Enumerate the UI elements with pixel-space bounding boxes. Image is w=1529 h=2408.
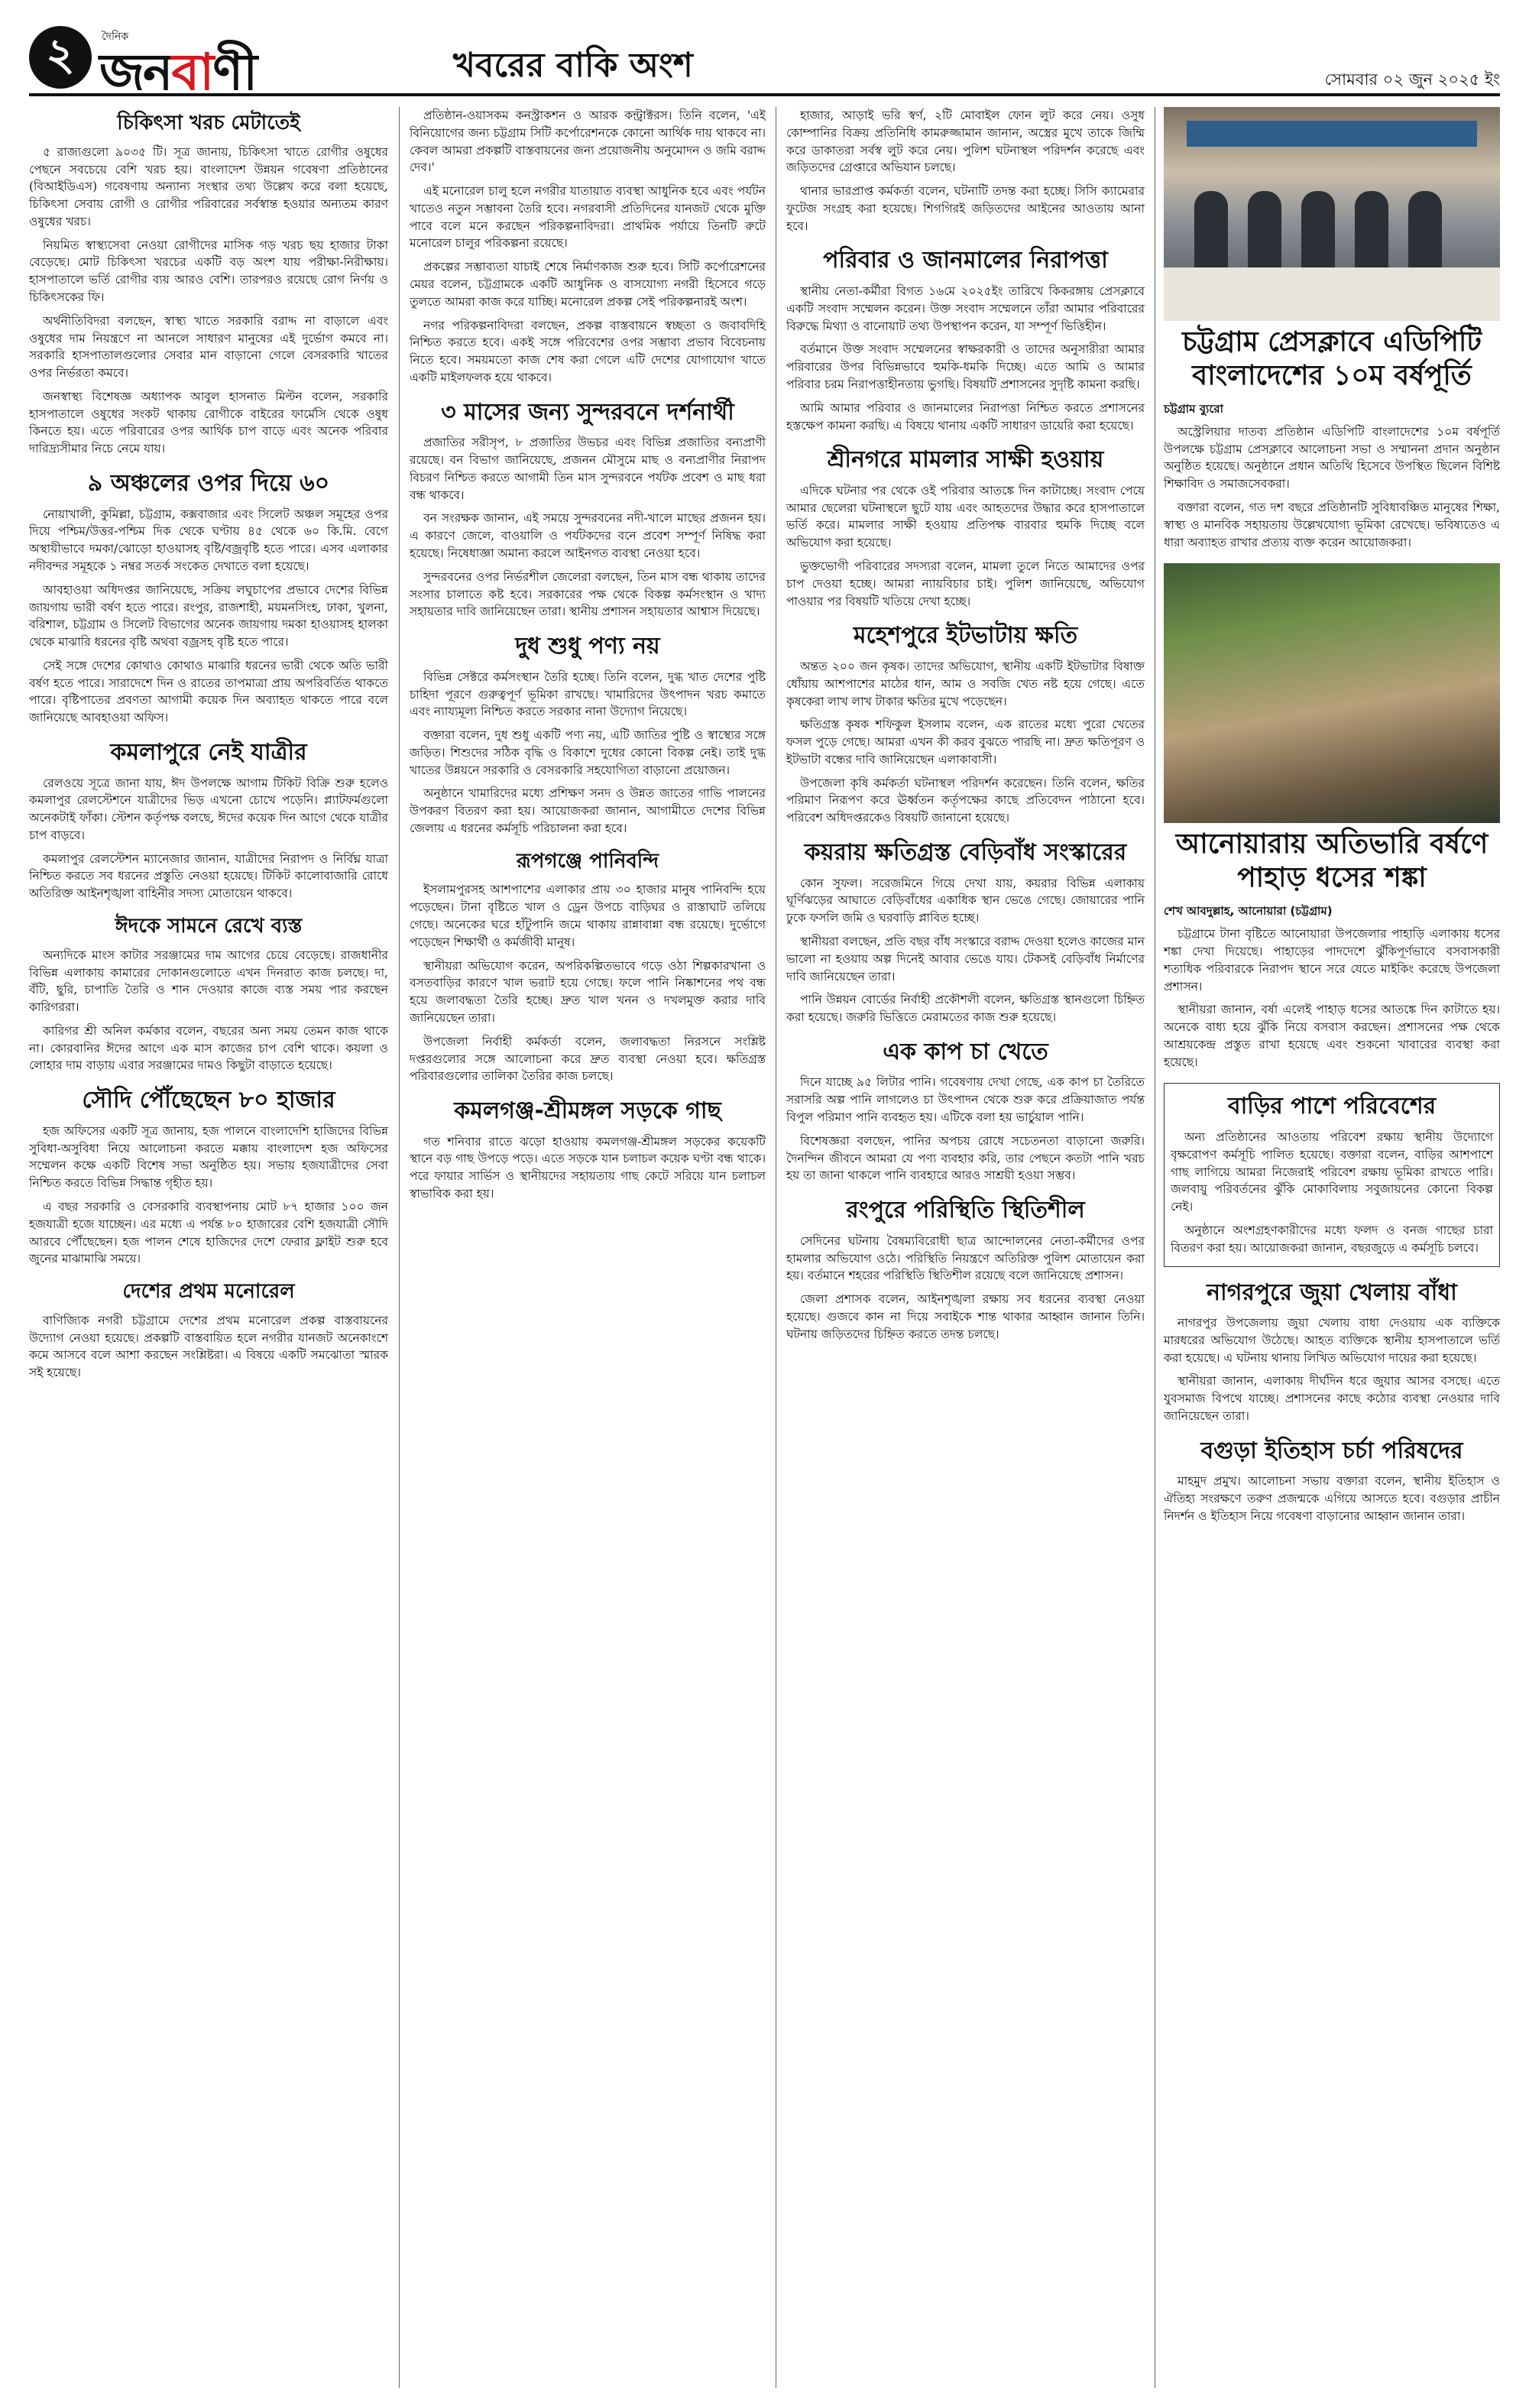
headline: মহেশপুরে ইটভাটায় ক্ষতি bbox=[853, 622, 1078, 650]
paragraph: অর্থনীতিবিদরা বলছেন, স্বাস্থ্য খাতে সরকারি বরাদ্দ না বাড়ালে এবং ওষুধের দাম নিয়ন্ত্রণে না আনলে সাধারণ মানুষের এই দুর্ভোগ কমবে না। সরকারি হাসপাতালগুলোর সেবার মান বাড়ানো গেলে বেসরকারি খাতের ওপর নির্ভরতা কমবে। bbox=[29, 313, 388, 381]
headline: বাড়ির পাশে পরিবেশের bbox=[1227, 1093, 1437, 1120]
article-nagarpur bbox=[1164, 1279, 1500, 1425]
paragraph: সুন্দরবনের ওপর নির্ভরশীল জেলেরা বলছেন, তিন মাস বন্ধ থাকায় তাদের সংসার চালাতে কষ্ট হবে। সরকারের পক্ষ থেকে বিকল্প কর্মসংস্থান ও খাদ্য সহায়তার দাবি জানিয়েছেন তারা। স্থানীয় প্রশাসন সহায়তার আশ্বাস দিয়েছে। bbox=[410, 569, 766, 619]
byline: চট্টগ্রাম ব্যুরো bbox=[1164, 401, 1224, 416]
headline: ঈদকে সামনে রেখে ব্যস্ত bbox=[115, 915, 303, 938]
paragraph: পানি উন্নয়ন বোর্ডের নির্বাহী প্রকৌশলী বলেন, ক্ষতিগ্রস্ত স্থানগুলো চিহ্নিত করা হয়েছে। জরুরি ভিত্তিতে মেরামতের কাজ শুরু হয়েছে। bbox=[786, 993, 1145, 1025]
paragraph: অনুষ্ঠানে অংশগ্রহণকারীদের মধ্যে ফলদ ও বনজ গাছের চারা বিতরণ করা হয়। আয়োজকরা জানান, বছরজুড়ে এ কর্মসূচি চলবে। bbox=[1171, 1223, 1493, 1255]
article-tea bbox=[786, 1039, 1145, 1185]
headline: ৩ মাসের জন্য সুন্দরবনে দর্শনার্থী bbox=[441, 398, 734, 426]
paragraph: আবহাওয়া অধিদপ্তর জানিয়েছে, সক্রিয় লঘুচাপের প্রভাবে দেশের বিভিন্ন জায়গায় ভারী বর্ষণ হতে পারে। রংপুর, রাজশাহী, ময়মনসিংহ, ঢাকা, খুলনা, বরিশাল, চট্টগ্রাম ও সিলেট বিভাগের অনেক জায়গায় দমকা হাওয়াসহ হালকা থেকে মাঝারি ধরনের বৃষ্টি অথবা বজ্রসহ বৃষ্টি হতে পারে। bbox=[29, 582, 388, 650]
paragraph: উপজেলা কৃষি কর্মকর্তা ঘটনাস্থল পরিদর্শন করেছেন। তিনি বলেন, ক্ষতির পরিমাণ নিরূপণ করে ঊর্ধ্বতন কর্তৃপক্ষের কাছে প্রতিবেদন পাঠানো হবে। পরিবেশ অধিদপ্তরকেও বিষয়টি জানানো হয়েছে। bbox=[786, 776, 1145, 825]
section-title: খবরের বাকি অংশ bbox=[453, 46, 693, 85]
headline: দুধ শুধু পণ্য নয় bbox=[515, 633, 660, 660]
paragraph: অন্য প্রতিষ্ঠানের আওতায় পরিবেশ রক্ষায় স্থানীয় উদ্যোগে বৃক্ষরোপণ কর্মসূচি পালিত হয়েছে। বক্তারা বলেন, বাড়ির আশপাশে গাছ লাগিয়ে আমরা নিজেরাই পরিবেশ রক্ষায় ভূমিকা রাখতে পারি। জলবায়ু পরিবর্তনের ঝুঁকি মোকাবিলায় সবুজায়নের কোনো বিকল্প নেই। bbox=[1171, 1130, 1493, 1214]
photo-person bbox=[1355, 191, 1388, 275]
headline: চট্টগ্রাম প্রেসক্লাবে এডিপিটি বাংলাদেশের ১০ম বর্ষপূর্তি bbox=[1182, 326, 1482, 391]
paragraph: নোয়াখালী, কুমিল্লা, চট্টগ্রাম, কক্সবাজার এবং সিলেট অঞ্চল সমূহের ওপর দিয়ে পশ্চিম/উত্তর-পশ্চিম দিক থেকে ঘণ্টায় ৪৫ থেকে ৬০ কি.মি. বেগে অস্থায়ীভাবে দমকা/ঝোড়ো হাওয়াসহ বৃষ্টি/বজ্রবৃষ্টি হতে পারে। এসব এলাকার নদীবন্দর সমূহকে ১ নম্বর সতর্ক সংকেত দেখাতে বলা হয়েছে। bbox=[29, 507, 388, 573]
article-environment bbox=[1164, 1083, 1500, 1266]
paragraph: হজ অফিসের একটি সূত্র জানায়, হজ পালনে বাংলাদেশি হাজিদের বিভিন্ন সুবিধা-অসুবিধা নিয়ে আলোচনা করতে মক্কায় বাংলাদেশ হজ অফিসের সম্মেলন কক্ষে একটি বিশেষ সভা অনুষ্ঠিত হয়। সভায় হজযাত্রীদের সেবা নিশ্চিত করতে বিভিন্ন সিদ্ধান্ত গৃহীত হয়। bbox=[29, 1123, 388, 1191]
article-sreenagar bbox=[786, 446, 1145, 610]
column-4 bbox=[1164, 107, 1500, 1538]
column-3 bbox=[786, 107, 1145, 1355]
article-milk bbox=[410, 633, 766, 838]
paragraph: উপজেলা নির্বাহী কর্মকর্তা বলেন, জলাবদ্ধতা নিরসনে সংশ্লিষ্ট দপ্তরগুলোর সঙ্গে আলোচনা করে দ্রুত ব্যবস্থা নেওয়া হবে। ক্ষতিগ্রস্ত পরিবারগুলোর তালিকা তৈরির কাজ চলছে। bbox=[410, 1034, 766, 1084]
photo-banner bbox=[1187, 121, 1477, 147]
paragraph: বাণিজ্যিক নগরী চট্টগ্রামে দেশের প্রথম মনোরেল প্রকল্প বাস্তবায়নের উদ্যোগ নেওয়া হয়েছে। প্রকল্পটি বাস্তবায়িত হলে নগরীর যানজট অনেকাংশে কমে আসবে বলে আশা করছেন সংশ্লিষ্টরা। এ বিষয়ে একটি সমঝোতা স্মারক সই হয়েছে। bbox=[29, 1313, 388, 1380]
article-family-security bbox=[786, 247, 1145, 434]
page-number: ২ bbox=[29, 26, 92, 89]
paragraph: স্থানীয়রা বলছেন, প্রতি বছর বাঁধ সংস্কারে বরাদ্দ দেওয়া হলেও কাজের মান ভালো না হওয়ায় অল্প দিনেই আবার ভেঙে যায়। টেকসই বেড়িবাঁধ নির্মাণের দাবি জানিয়েছেন তারা। bbox=[786, 934, 1145, 984]
article-press-club bbox=[1164, 107, 1500, 551]
article-monorail-cont bbox=[410, 107, 766, 387]
logo-part-1: জন bbox=[99, 43, 172, 102]
article-rupganj bbox=[410, 850, 766, 1085]
article-sundarbans bbox=[410, 399, 766, 621]
paragraph: বর্তমানে উক্ত সংবাদ সম্মেলনের স্বাক্ষরকারী ও তাদের অনুসারীরা আমার পরিবারের উপর বিভিন্নভাবে হুমকি-ধমকি দিচ্ছে। এতে আমি ও আমার পরিবার চরম নিরাপত্তাহীনতায় ভুগছি। বিষয়টি প্রশাসনের সুদৃষ্টি কামনা করছি। bbox=[786, 342, 1145, 391]
column-divider bbox=[399, 107, 400, 2388]
headline: চিকিৎসা খরচ মেটাতেই bbox=[117, 112, 300, 134]
paragraph: অন্তত ২০০ জন কৃষক। তাদের অভিযোগ, স্থানীয় একটি ইটভাটার বিষাক্ত ধোঁয়ায় আশপাশের মাঠের ধান, আম ও সবজি খেত নষ্ট হয়ে গেছে। এতে কৃষকেরা লাখ লাখ টাকার ক্ষতির মুখে পড়েছেন। bbox=[786, 659, 1145, 708]
landslide-photo bbox=[1164, 563, 1500, 823]
photo-person bbox=[1301, 191, 1335, 275]
headline: নাগরপুরে জুয়া খেলায় বাঁধা bbox=[1207, 1279, 1457, 1306]
column-2 bbox=[410, 107, 766, 1215]
headline: দেশের প্রথম মনোরেল bbox=[122, 1280, 295, 1304]
paragraph: গত শনিবার রাতে ঝড়ো হাওয়ায় কমলগঞ্জ-শ্রীমঙ্গল সড়কের কয়েকটি স্থানে বড় গাছ উপড়ে পড়ে। এতে সড়কে যান চলাচল কয়েক ঘণ্টা বন্ধ থাকে। পরে ফায়ার সার্ভিস ও স্থানীয়দের সহায়তায় গাছ কেটে সরিয়ে যান চলাচল স্বাভাবিক করা হয়। bbox=[410, 1134, 766, 1201]
paragraph: অস্ট্রেলিয়ার দাতব্য প্রতিষ্ঠান এডিপিটি বাংলাদেশের ১০ম বর্ষপূর্তি উপলক্ষে চট্টগ্রাম প্রেসক্লাবে আলোচনা সভা ও সম্মাননা প্রদান অনুষ্ঠান অনুষ্ঠিত হয়েছে। অনুষ্ঠানে প্রধান অতিথি হিসেবে উপস্থিত ছিলেন বিশিষ্ট শিক্ষাবিদ ও সমাজসেবকরা। bbox=[1164, 424, 1500, 491]
article-maheshpur bbox=[786, 622, 1145, 827]
paragraph: আমি আমার পরিবার ও জানমালের নিরাপত্তা নিশ্চিত করতে প্রশাসনের হস্তক্ষেপ কামনা করছি। এ বিষয়ে থানায় একটি সাধারণ ডায়েরি করা হয়েছে। bbox=[786, 400, 1145, 433]
paragraph: থানার ভারপ্রাপ্ত কর্মকর্তা বলেন, ঘটনাটি তদন্ত করা হচ্ছে। সিসি ক্যামেরার ফুটেজ সংগ্রহ করা হয়েছে। শিগগিরই জড়িতদের আইনের আওতায় আনা হবে। bbox=[786, 184, 1145, 233]
photo-person bbox=[1408, 191, 1442, 275]
article-hajj bbox=[29, 1087, 388, 1268]
paragraph: রেলওয়ে সূত্রে জানা যায়, ঈদ উপলক্ষে আগাম টিকিট বিক্রি শুরু হলেও কমলাপুর রেলস্টেশনে যাত্রীদের ভিড় এখনো চোখে পড়েনি। প্ল্যাটফর্মগুলো অনেকটাই ফাঁকা। স্টেশন কর্তৃপক্ষ বলছে, ঈদের কয়েক দিন আগে থেকে যাত্রীর চাপ বাড়বে। bbox=[29, 776, 388, 842]
paragraph: প্রজাতির সরীসৃপ, ৮ প্রজাতির উভচর এবং বিভিন্ন প্রজাতির বন্যপ্রাণী রয়েছে। বন বিভাগ জানিয়েছে, প্রজনন মৌসুমে মাছ ও বন্যপ্রাণীর নিরাপদ বিচরণ নিশ্চিত করতে আগামী তিন মাস সুন্দরবনে পর্যটক প্রবেশ ও মাছ ধরা বন্ধ থাকবে। bbox=[410, 436, 766, 502]
headline: আনোয়ারায় অতিভারি বর্ষণে পাহাড় ধসের শঙ্কা bbox=[1175, 828, 1489, 894]
paragraph: বন সংরক্ষক জানান, এই সময়ে সুন্দরবনের নদী-খালে মাছের প্রজনন হয়। এ কারণে জেলে, বাওয়ালি ও পর্যটকদের বনে প্রবেশ সম্পূর্ণ নিষিদ্ধ করা হয়েছে। নিষেধাজ্ঞা অমান্য করলে আইনগত ব্যবস্থা নেওয়া হবে। bbox=[410, 511, 766, 560]
article-eid-busy bbox=[29, 915, 388, 1074]
paragraph: এদিকে ঘটনার পর থেকে ওই পরিবার আতঙ্কে দিন কাটাচ্ছে। সংবাদ পেয়ে আমার ছেলেরা ঘটনাস্থলে ছুটে যায় এবং আহতদের উদ্ধার করে হাসপাতালে ভর্তি করে। মামলার সাক্ষী হওয়ায় প্রতিপক্ষ বারবার হুমকি দিচ্ছে বলে অভিযোগ করা হয়েছে। bbox=[786, 483, 1145, 550]
paragraph: অনুষ্ঠানে খামারিদের মধ্যে প্রশিক্ষণ সনদ ও উন্নত জাতের গাভি পালনের উপকরণ বিতরণ করা হয়। আয়োজকরা জানান, আগামীতে দেশের বিভিন্ন জেলায় এ ধরনের কর্মসূচি পরিচালনা করা হবে। bbox=[410, 786, 766, 835]
headline: কমলাপুরে নেই যাত্রীর bbox=[110, 738, 307, 766]
logo-prefix: দৈনিক bbox=[102, 31, 129, 43]
article-kamalapur bbox=[29, 739, 388, 903]
press-conference-photo bbox=[1164, 107, 1500, 321]
paragraph: কারিগর শ্রী অনিল কর্মকার বলেন, বছরের অন্য সময় তেমন কাজ থাকে না। কোরবানির ঈদের আগে এক মাস কাজের চাপ বেশি থাকে। কয়লা ও লোহার দাম বাড়ায় এবার সরঞ্জামের দামও কিছুটা বাড়াতে হয়েছে। bbox=[29, 1023, 388, 1073]
paragraph: ক্ষতিগ্রস্ত কৃষক শফিকুল ইসলাম বলেন, এক রাতের মধ্যে পুরো খেতের ফসল পুড়ে গেছে। আমরা এখন কী করব বুঝতে পারছি না। দ্রুত ক্ষতিপূরণ ও ইটভাটা বন্ধের দাবি জানিয়েছেন এলাকাবাসী। bbox=[786, 718, 1145, 766]
paragraph: সেই সঙ্গে দেশের কোথাও কোথাও মাঝারি ধরনের ভারী থেকে অতি ভারী বর্ষণ হতে পারে। সারাদেশে দিন ও রাতের তাপমাত্রা প্রায় অপরিবর্তিত থাকতে পারে। বৃষ্টিপাতের প্রবণতা আগামী কয়েক দিন অব্যাহত থাকতে পারে বলে জানিয়েছে আবহাওয়া অফিস। bbox=[29, 658, 388, 725]
paragraph: জেলা প্রশাসক বলেন, আইনশৃঙ্খলা রক্ষায় সব ধরনের ব্যবস্থা নেওয়া হয়েছে। গুজবে কান না দিয়ে সবাইকে শান্ত থাকার আহ্বান জানান তিনি। ঘটনায় জড়িতদের চিহ্নিত করতে তদন্ত চলছে। bbox=[786, 1292, 1145, 1341]
photo-table bbox=[1164, 267, 1500, 321]
paragraph: নিয়মিত স্বাস্থ্যসেবা নেওয়া রোগীদের মাসিক গড় খরচ ছয় হাজার টাকা বেড়েছে। মোট চিকিৎসা খরচের একটি বড় অংশ যায় পরীক্ষা-নিরীক্ষায়। হাসপাতালে ভর্তি রোগীর ব্যয় আরও বেশি। তারপরও রয়েছে রোগ নির্ণয় ও চিকিৎসকের ফি। bbox=[29, 238, 389, 304]
article-weather bbox=[29, 470, 388, 727]
headline: রংপুরে পরিস্থিতি স্থিতিশীল bbox=[846, 1197, 1085, 1224]
article-koyra bbox=[786, 839, 1145, 1026]
headline: এক কাপ চা খেতে bbox=[883, 1038, 1048, 1065]
paragraph: মাহমুদ প্রমুখ। আলোচনা সভায় বক্তারা বলেন, স্থানীয় ইতিহাস ও ঐতিহ্য সংরক্ষণে তরুণ প্রজন্মকে এগিয়ে আসতে হবে। বগুড়ার প্রাচীন নিদর্শন ও ইতিহাস নিয়ে গবেষণা বাড়ানোর আহ্বান জানান তারা। bbox=[1164, 1474, 1500, 1523]
paragraph: সেদিনের ঘটনায় বৈষম্যবিরোধী ছাত্র আন্দোলনের নেতা-কর্মীদের ওপর হামলার অভিযোগ ওঠে। পরিস্থিতি নিয়ন্ত্রণে অতিরিক্ত পুলিশ মোতায়েন করা হয়। বর্তমানে শহরের পরিস্থিতি স্থিতিশীল রয়েছে বলে জানিয়েছে প্রশাসন। bbox=[786, 1233, 1145, 1283]
paragraph: জনস্বাস্থ্য বিশেষজ্ঞ অধ্যাপক আবুল হাসনাত মিল্টন বলেন, সরকারি হাসপাতালে ওষুধের সংকট থাকায় রোগীকে বাইরের ফার্মেসি থেকে ওষুধ কিনতে হয়। এতে পরিবারের ওপর আর্থিক চাপ বাড়ে এবং অনেক পরিবার দারিদ্র্যসীমার নিচে নেমে যায়। bbox=[29, 389, 388, 456]
article-anwara bbox=[1164, 563, 1500, 1071]
paragraph: বিভিন্ন সেক্টরে কর্মসংস্থান তৈরি হচ্ছে। তিনি বলেন, দুগ্ধ খাত দেশের পুষ্টি চাহিদা পূরণে গুরুত্বপূর্ণ ভূমিকা রাখছে। খামারিদের উৎপাদন খরচ কমাতে এবং ন্যায্যমূল্য নিশ্চিত করতে সরকার নানা উদ্যোগ নিয়েছে। bbox=[410, 669, 766, 719]
paragraph: বক্তারা বলেন, গত দশ বছরে প্রতিষ্ঠানটি সুবিধাবঞ্চিত মানুষের শিক্ষা, স্বাস্থ্য ও মানবিক সহায়তায় উল্লেখযোগ্য ভূমিকা রেখেছে। ভবিষ্যতেও এ ধারা অব্যাহত রাখার প্রত্যয় ব্যক্ত করেন আয়োজকরা। bbox=[1164, 500, 1500, 549]
paragraph: বক্তারা বলেন, দুধ শুধু একটি পণ্য নয়, এটি জাতির পুষ্টি ও স্বাস্থ্যের সঙ্গে জড়িত। শিশুদের সঠিক বৃদ্ধি ও বিকাশে দুধের কোনো বিকল্প নেই। তাই দুগ্ধ খাতের উন্নয়নে সরকারি ও বেসরকারি সহযোগিতা বাড়ানো প্রয়োজন। bbox=[410, 728, 766, 777]
article-monorail bbox=[29, 1280, 388, 1382]
headline: বগুড়া ইতিহাস চর্চা পরিষদের bbox=[1200, 1437, 1463, 1464]
photo-person bbox=[1194, 191, 1228, 275]
headline: শ্রীনগরে মামলার সাক্ষী হওয়ায় bbox=[827, 446, 1104, 474]
paragraph: হাজার, আড়াই ভরি স্বর্ণ, ২টি মোবাইল ফোন লুট করে নেয়। ওসুধ কোম্পানির বিক্রয় প্রতিনিধি কামরুজ্জামান জানান, অস্ত্রের মুখে তাকে জিম্মি করে ডাকাতরা সর্বস্ব লুট করে নেয়। পুলিশ ঘটনাস্থল পরিদর্শন করেছে এবং জড়িতদের গ্রেপ্তারে অভিযান চলছে। bbox=[786, 109, 1145, 175]
article-rangpur bbox=[786, 1197, 1145, 1343]
paragraph: বিশেষজ্ঞরা বলছেন, পানির অপচয় রোধে সচেতনতা বাড়ানো জরুরি। দৈনন্দিন জীবনে আমরা যে পণ্য ব্যবহার করি, তার পেছনে কতটা পানি খরচ হয় তা জানা থাকলে পানি ব্যবহারে আরও সাশ্রয়ী হওয়া সম্ভব। bbox=[786, 1133, 1145, 1183]
article-treatment-cost bbox=[29, 112, 388, 458]
paragraph: ইসলামপুরসহ আশপাশের এলাকার প্রায় ৩০ হাজার মানুষ পানিবন্দি হয়ে পড়েছেন। টানা বৃষ্টিতে খাল ও ড্রেন উপচে বাড়িঘর ও রাস্তাঘাট তলিয়ে গেছে। অনেকের ঘরে হাঁটুপানি জমে থাকায় রান্নাবান্না বন্ধ রয়েছে। দুর্ভোগে পড়েছেন শিক্ষার্থী ও কর্মজীবী মানুষ। bbox=[410, 883, 766, 949]
column-1 bbox=[29, 107, 388, 1394]
headline: রূপগঞ্জে পানিবন্দি bbox=[516, 849, 659, 873]
headline: কয়রায় ক্ষতিগ্রস্ত বেড়িবাঁধ সংস্কারের bbox=[804, 839, 1127, 866]
article-bogura-history bbox=[1164, 1437, 1500, 1525]
paragraph: স্থানীয়রা জানান, বর্ষা এলেই পাহাড় ধসের আতঙ্কে দিন কাটাতে হয়। অনেকে বাধ্য হয়ে ঝুঁকি নিয়ে বসবাস করছেন। প্রশাসনের পক্ষ থেকে আশ্রয়কেন্দ্র প্রস্তুত রাখা হয়েছে এবং শুকনো খাবারের ব্যবস্থা করা হয়েছে। bbox=[1164, 1003, 1500, 1069]
headline: পরিবার ও জানমালের নিরাপত্তা bbox=[823, 247, 1108, 274]
paragraph: কমলাপুর রেলস্টেশন ম্যানেজার জানান, যাত্রীদের নিরাপদ ও নির্বিঘ্ন যাত্রা নিশ্চিত করতে সব ধরনের প্রস্তুতি নেওয়া হয়েছে। টিকিট কালোবাজারি রোধে অতিরিক্ত আইনশৃঙ্খলা বাহিনীর সদস্য মোতায়েন থাকবে। bbox=[29, 851, 388, 901]
newspaper-logo bbox=[99, 34, 256, 118]
paragraph: ৫ রাজ্যগুলো ৯০৩৫ টি। সূত্র জানায়, চিকিৎসা খাতে রোগীর ওষুধের পেছনে সবচেয়ে বেশি খরচ হয়। বাংলাদেশ উন্নয়ন গবেষণা প্রতিষ্ঠানের (বিআইডিএস) গবেষণায় অন্যান্য সংস্থার তথ্য উল্লেখ করে বলা হয়েছে, চিকিৎসা সেবায় রোগী ও রোগীর পরিবারের সর্বস্বান্ত হওয়ার অন্যতম কারণ ওষুধের খরচ। bbox=[29, 144, 388, 228]
paragraph: চট্টগ্রামে টানা বৃষ্টিতে আনোয়ারা উপজেলার পাহাড়ি এলাকায় ধসের শঙ্কা দেখা দিয়েছে। পাহাড়ের পাদদেশে ঝুঁকিপূর্ণভাবে বসবাসকারী শতাধিক পরিবারকে নিরাপদ স্থানে সরে যেতে মাইকিং করেছে উপজেলা প্রশাসন। bbox=[1164, 927, 1500, 993]
issue-date: সোমবার ০২ জুন ২০২৫ ইং bbox=[1324, 70, 1500, 89]
headline: ৯ অঞ্চলের ওপর দিয়ে ৬০ bbox=[87, 470, 330, 497]
paragraph: প্রকল্পের সম্ভাব্যতা যাচাই শেষে নির্মাণকাজ শুরু হবে। সিটি কর্পোরেশনের মেয়র বলেন, চট্টগ্রামকে একটি আধুনিক ও বাসযোগ্য নগরী হিসেবে গড়ে তুলতে আমরা কাজ করে যাচ্ছি। মনোরেল প্রকল্প সেই পরিকল্পনারই অংশ। bbox=[410, 260, 766, 309]
paragraph: স্থানীয়রা জানান, এলাকায় দীর্ঘদিন ধরে জুয়ার আসর বসছে। এতে যুবসমাজ বিপথে যাচ্ছে। প্রশাসনের কাছে কঠোর ব্যবস্থা নেওয়ার দাবি জানিয়েছেন তারা। bbox=[1164, 1374, 1500, 1423]
paragraph: স্থানীয় নেতা-কর্মীরা বিগত ১৬মে ২০২৫ইং তারিখে কিকরঙ্গায় প্রেসক্লাবে একটি সংবাদ সম্মেলন করেন। উক্ত সংবাদ সম্মেলনে তাঁরা আমার পরিবারের বিরুদ্ধে মিথ্যা ও বানোয়াট তথ্য উপস্থাপন করেন, যা সম্পূর্ণ ভিত্তিহীন। bbox=[786, 284, 1145, 333]
article-robbery bbox=[786, 107, 1145, 235]
byline: শেখ আবদুল্লাহ, আনোয়ারা (চট্টগ্রাম) bbox=[1164, 904, 1333, 919]
logo-part-2: বা bbox=[171, 43, 213, 102]
paragraph: প্রতিষ্ঠান-ওয়াসকম কনস্ট্রাকশন ও আরক কন্ট্রাক্টরস। তিনি বলেন, 'এই বিনিয়োগের জন্য চট্টগ্রাম সিটি কর্পোরেশনকে কোনো আর্থিক দায় থাকবে না। কেবল আমরা প্রকল্পটি বাস্তবায়নের জন্য প্রয়োজনীয় অনুমোদন ও জমি বরাদ্দ দেব।' bbox=[410, 109, 766, 175]
paragraph: অন্যদিকে মাংস কাটার সরঞ্জামের দাম আগের চেয়ে বেড়েছে। রাজধানীর বিভিন্ন এলাকায় কামারের দোকানগুলোতে এখন দিনরাত কাজ চলছে। দা, বঁটি, ছুরি, চাপাতি তৈরি ও শান দেওয়ার কাজে ব্যস্ত সময় পার করছেন কারিগররা। bbox=[29, 948, 388, 1015]
paragraph: এই মনোরেল চালু হলে নগরীর যাতায়াত ব্যবস্থা আধুনিক হবে এবং পর্যটন খাতেও নতুন সম্ভাবনা তৈরি হবে। নগরবাসী প্রতিদিনের যানজট থেকে মুক্তি পাবে বলে মনে করছেন পরিকল্পনাবিদরা। প্রাথমিক পর্যায়ে তিনটি রুটে মনোরেল চালুর পরিকল্পনা রয়েছে। bbox=[410, 184, 766, 251]
paragraph: স্থানীয়রা অভিযোগ করেন, অপরিকল্পিতভাবে গড়ে ওঠা শিল্পকারখানা ও বসতবাড়ির কারণে খাল ভরাট হয়ে গেছে। ফলে পানি নিষ্কাশনের পথ বন্ধ হয়ে জলাবদ্ধতা তৈরি হচ্ছে। দ্রুত খাল খনন ও দখলমুক্ত করার দাবি জানিয়েছেন তারা। bbox=[410, 958, 766, 1025]
photo-person bbox=[1248, 191, 1281, 275]
paragraph: দিনে যাচ্ছে ৯৫ লিটার পানি। গবেষণায় দেখা গেছে, এক কাপ চা তৈরিতে সরাসরি অল্প পানি লাগলেও চা উৎপাদন থেকে শুরু করে প্রক্রিয়াজাত পর্যন্ত বিপুল পরিমাণ পানি ব্যবহৃত হয়। এটিকে বলা হয় ভার্চুয়াল পানি। bbox=[786, 1075, 1145, 1124]
headline: সৌদি পৌঁছেছেন ৮০ হাজার bbox=[82, 1087, 335, 1114]
logo-part-3: ণী bbox=[212, 43, 257, 102]
paragraph: নাগরপুর উপজেলায় জুয়া খেলায় বাধা দেওয়ায় এক ব্যক্তিকে মারধরের অভিযোগ উঠেছে। আহত ব্যক্তিকে স্থানীয় হাসপাতালে ভর্তি করা হয়েছে। এ ঘটনায় থানায় লিখিত অভিযোগ দায়ের করা হয়েছে। bbox=[1164, 1316, 1500, 1365]
masthead bbox=[29, 23, 1500, 102]
headline: কমলগঞ্জ-শ্রীমঙ্গল সড়কে গাছ bbox=[454, 1097, 721, 1125]
paragraph: নগর পরিকল্পনাবিদরা বলছেন, প্রকল্প বাস্তবায়নে স্বচ্ছতা ও জবাবদিহি নিশ্চিত করতে হবে। একই সঙ্গে পরিবেশের ওপর সম্ভাব্য প্রভাব বিবেচনায় নিতে হবে। সময়মতো কাজ শেষ করা গেলে এটি দেশের যোগাযোগ খাতে একটি মাইলফলক হয়ে থাকবে। bbox=[410, 318, 766, 384]
paragraph: ভুক্তভোগী পরিবারের সদস্যরা বলেন, মামলা তুলে নিতে আমাদের ওপর চাপ দেওয়া হচ্ছে। আমরা ন্যায়বিচার চাই। পুলিশ জানিয়েছে, অভিযোগ পাওয়ার পর বিষয়টি খতিয়ে দেখা হচ্ছে। bbox=[786, 559, 1145, 608]
paragraph: কোন সুফল। সরেজমিনে গিয়ে দেখা যায়, কয়রার বিভিন্ন এলাকায় ঘূর্ণিঝড়ের আঘাতে বেড়িবাঁধের একাধিক স্থান ভেঙে গেছে। জোয়ারের পানি ঢুকে ফসলি জমি ও ঘরবাড়ি প্লাবিত হচ্ছে। bbox=[786, 876, 1145, 925]
paragraph: এ বছর সরকারি ও বেসরকারি ব্যবস্থাপনায় মোট ৮৭ হাজার ১০০ জন হজযাত্রী হজে যাচ্ছেন। এর মধ্যে এ পর্যন্ত ৮০ হাজারের বেশি হজযাত্রী সৌদি আরবে পৌঁছেছেন। হজ পালন শেষে হাজিদের দেশে ফেরার ফ্লাইট শুরু হবে জুনের মাঝামাঝি সময়ে। bbox=[29, 1199, 388, 1266]
article-kamalganj bbox=[410, 1097, 766, 1203]
